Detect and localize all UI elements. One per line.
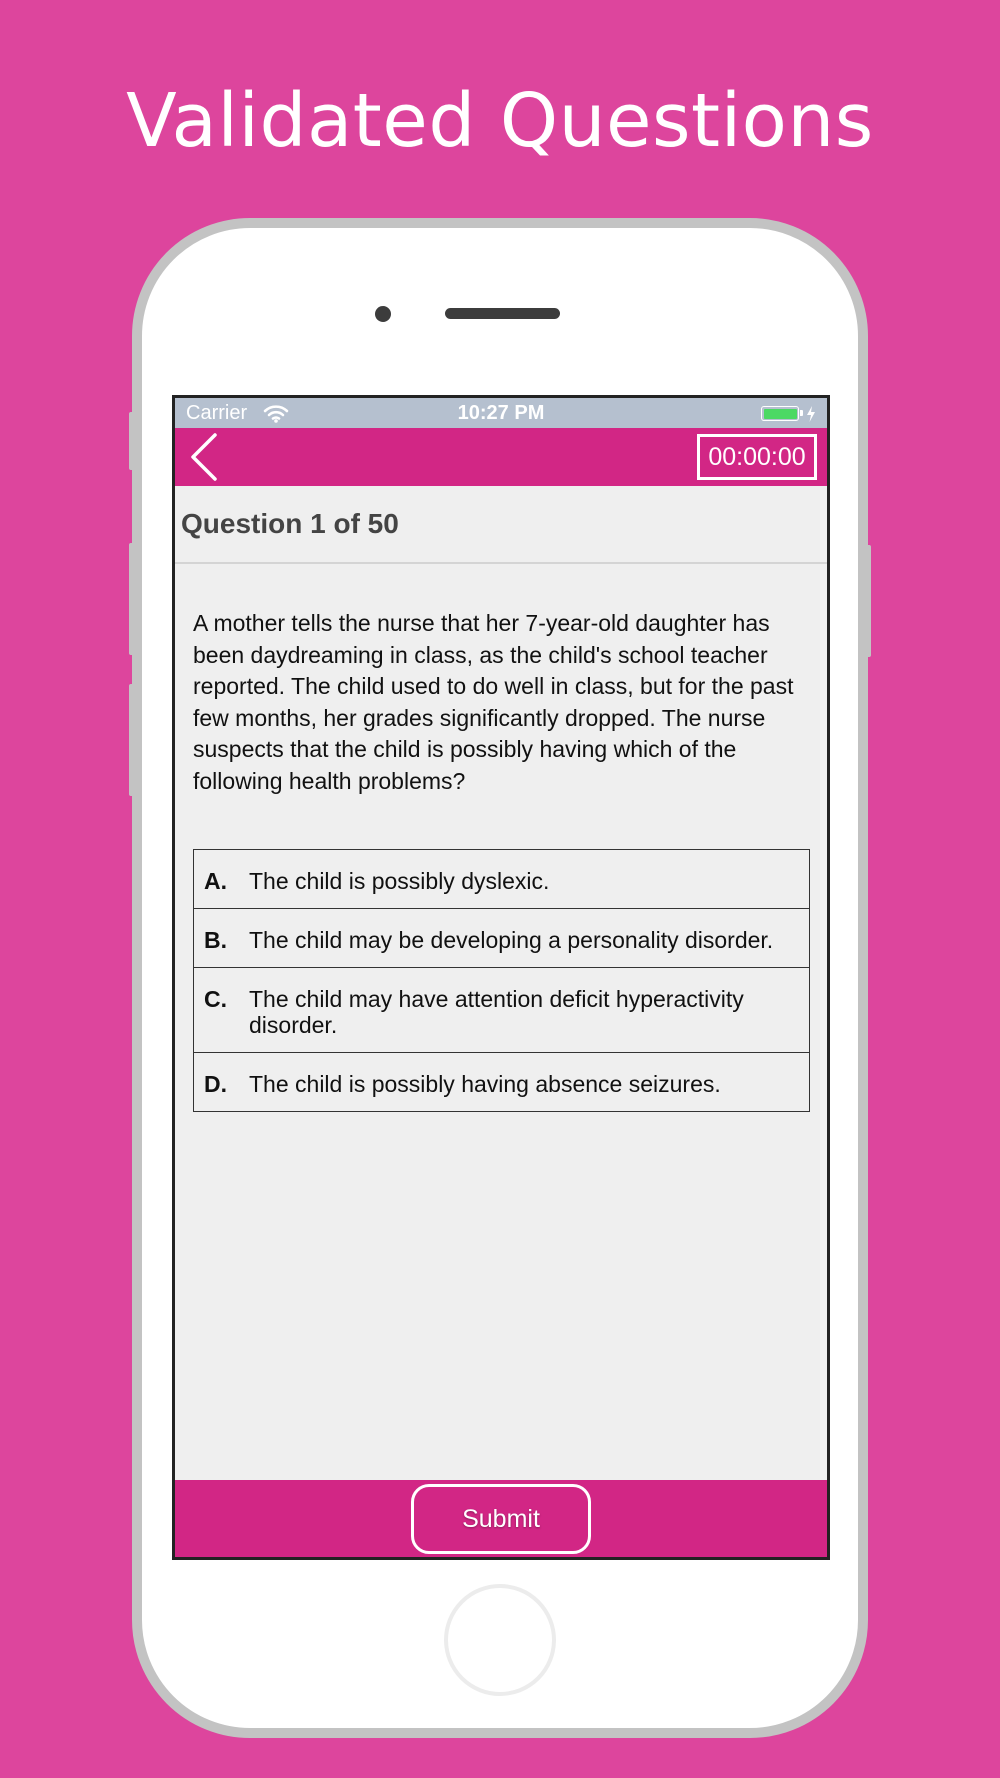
- answer-text: The child is possibly dyslexic.: [249, 868, 550, 894]
- promo-title: Validated Questions: [126, 78, 874, 164]
- quiz-timer: 00:00:00: [697, 434, 817, 480]
- home-button: [444, 1584, 556, 1696]
- back-button[interactable]: [183, 432, 227, 482]
- answer-text: The child may be developing a personality disorder.: [249, 927, 774, 953]
- answer-option-a[interactable]: [194, 850, 809, 908]
- question-counter: Question 1 of 50: [181, 508, 399, 539]
- answer-option-d[interactable]: [194, 1052, 809, 1111]
- status-time: 10:27 PM: [457, 402, 545, 424]
- question-header: [175, 486, 827, 564]
- answer-option-b[interactable]: [194, 908, 809, 967]
- answer-list: [193, 849, 810, 1112]
- answer-letter: D.: [204, 1071, 227, 1097]
- carrier-label: Carrier: [186, 402, 248, 424]
- answer-letter: C.: [204, 986, 227, 1012]
- app-screen: [172, 395, 830, 1560]
- answer-option-c[interactable]: [194, 967, 809, 1052]
- answer-text: The child is possibly having absence seizures.: [249, 1071, 721, 1097]
- front-camera: [375, 306, 391, 322]
- answer-letter: B.: [204, 927, 227, 953]
- submit-button[interactable]: Submit: [411, 1484, 591, 1554]
- status-bar: [175, 398, 827, 428]
- earpiece-speaker: [445, 308, 560, 319]
- bottom-bar: [175, 1480, 827, 1557]
- charging-bolt-icon: [806, 405, 816, 428]
- answer-letter: A.: [204, 868, 227, 894]
- battery-icon: [761, 406, 799, 421]
- answer-text: The child may have attention deficit hyperactivity disorder.: [249, 986, 744, 1038]
- chevron-left-icon: [183, 469, 227, 486]
- nav-bar: [175, 428, 827, 486]
- question-text: A mother tells the nurse that her 7-year-old daughter has been daydreaming in class, as the child's school teacher reported. The child used to do well in class, but for the past few months, her grades significantly dropped. The nurse suspects that the child is possibly having which of the following health problems?: [193, 610, 794, 794]
